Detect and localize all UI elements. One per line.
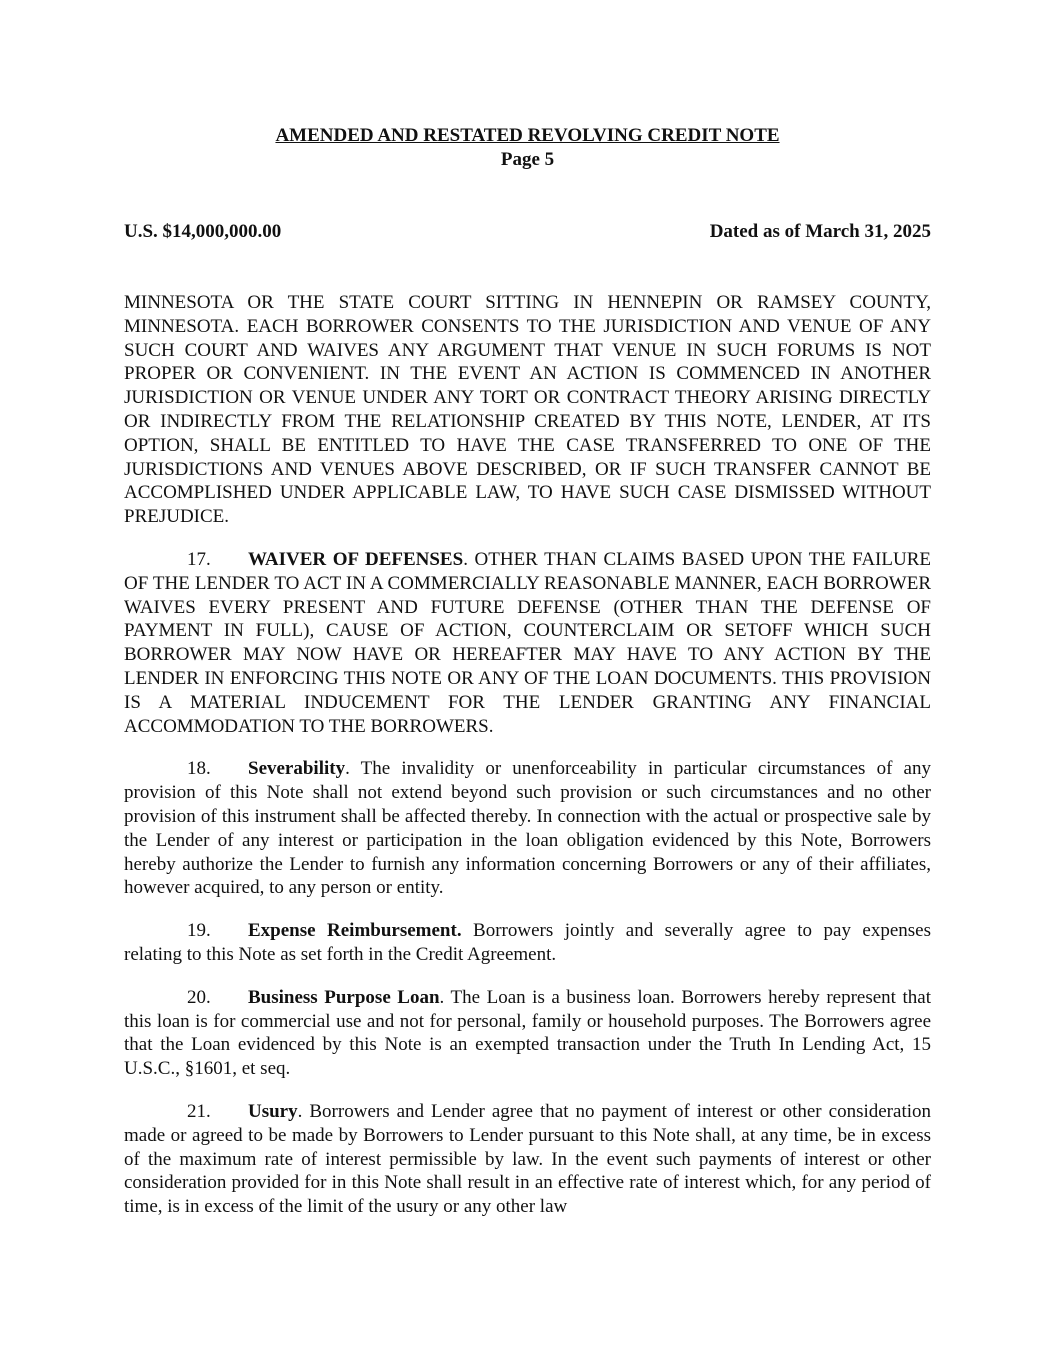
section-20 bbox=[124, 986, 931, 1081]
section-17 bbox=[124, 548, 931, 738]
page-number: Page 5 bbox=[500, 149, 555, 170]
document-header bbox=[124, 124, 931, 172]
note-date: Dated as of March 31, 2025 bbox=[709, 221, 931, 242]
document-body bbox=[124, 291, 931, 1219]
section-heading: Expense Reimbursement. bbox=[248, 920, 462, 942]
section-heading: Severability bbox=[248, 758, 346, 780]
section-number: 18. bbox=[187, 758, 211, 780]
section-heading: WAIVER OF DEFENSES bbox=[248, 548, 464, 570]
section-number: 20. bbox=[187, 986, 211, 1008]
section-number: 17. bbox=[187, 548, 211, 570]
continuation-paragraph: MINNESOTA OR THE STATE COURT SITTING IN HENNEPIN OR RAMSEY COUNTY, MINNESOTA. EACH BORROWER CONSENTS TO THE JURISDICTION AND VENUE OF ANY SUCH COURT AND WAIVES ANY ARGUMENT THAT VENUE IN SUCH FORUMS IS NOT PROPER OR CONVENIENT. IN THE EVENT AN ACTION IS COMMENCED IN ANOTHER JURISDICTION OR VENUE UNDER ANY TORT OR CONTRACT THEORY ARISING DIRECTLY OR INDIRECTLY FROM THE RELATIONSHIP CREATED BY THIS NOTE, LENDER, AT ITS OPTION, SHALL BE ENTITLED TO HAVE THE CASE TRANSFERRED TO ONE OF THE JURISDICTIONS AND VENUES ABOVE DESCRIBED, OR IF SUCH TRANSFER CANNOT BE ACCOMPLISHED UNDER APPLICABLE LAW, TO HAVE SUCH CASE DISMISSED WITHOUT PREJUDICE. bbox=[124, 292, 931, 528]
document-page bbox=[124, 124, 931, 1238]
section-21 bbox=[124, 1100, 931, 1219]
section-heading: Usury bbox=[248, 1100, 298, 1122]
section-text: . The Loan is a business loan. Borrowers hereby represent that this loan is for commercial use and not for personal, family or household purposes. The Borrowers agree that the Loan evidenced by this Note is an exempted transaction under the Truth In Lending Act, 15 U.S.C., §1601, et seq. bbox=[124, 986, 931, 1080]
section-text: Borrowers jointly and severally agree to pay expenses relating to this Note as set forth in the Credit Agreement. bbox=[124, 920, 931, 965]
section-text: . OTHER THAN CLAIMS BASED UPON THE FAILURE OF THE LENDER TO ACT IN A COMMERCIALLY REASONABLE MANNER, EACH BORROWER WAIVES EVERY PRESENT AND FUTURE DEFENSE (OTHER THAN THE DEFENSE OF PAYMENT IN FULL), CAUSE OF ACTION, COUNTERCLAIM OR SETOFF WHICH SUCH BORROWER MAY NOW HAVE OR HEREAFTER MAY HAVE TO ANY ACTION BY THE LENDER IN ENFORCING THIS NOTE OR ANY OF THE LOAN DOCUMENTS. THIS PROVISION IS A MATERIAL INDUCEMENT FOR THE LENDER GRANTING ANY FINANCIAL ACCOMMODATION TO THE BORROWERS. bbox=[124, 548, 931, 737]
section-heading: Business Purpose Loan bbox=[248, 986, 440, 1008]
document-title: AMENDED AND RESTATED REVOLVING CREDIT NOTE bbox=[275, 125, 780, 146]
section-text: . Borrowers and Lender agree that no payment of interest or other consideration made or agreed to be made by Borrowers to Lender pursuant to this Note shall, at any time, be in excess of the maximum rate of interest permissible by law. In the event such payments of interest or other consideration provided for in this Note shall result in an effective rate of interest which, for any period of time, is in excess of the limit of the usury or any other law bbox=[124, 1100, 931, 1218]
section-number: 19. bbox=[187, 920, 211, 942]
note-amount: U.S. $14,000,000.00 bbox=[124, 221, 282, 242]
note-meta-row bbox=[124, 220, 931, 244]
section-number: 21. bbox=[187, 1100, 211, 1122]
section-19 bbox=[124, 919, 931, 967]
section-text: . The invalidity or unenforceability in particular circumstances of any provision of this Note shall not extend beyond such provision or such circumstances and no other provision of this instrument shall be affected thereby. In connection with the actual or prospective sale by the Lender of any interest or participation in the loan obligation evidenced by this Note, Borrowers hereby authorize the Lender to furnish any information concerning Borrowers or any of their affiliates, however acquired, to any person or entity. bbox=[124, 758, 931, 899]
section-18 bbox=[124, 757, 931, 900]
